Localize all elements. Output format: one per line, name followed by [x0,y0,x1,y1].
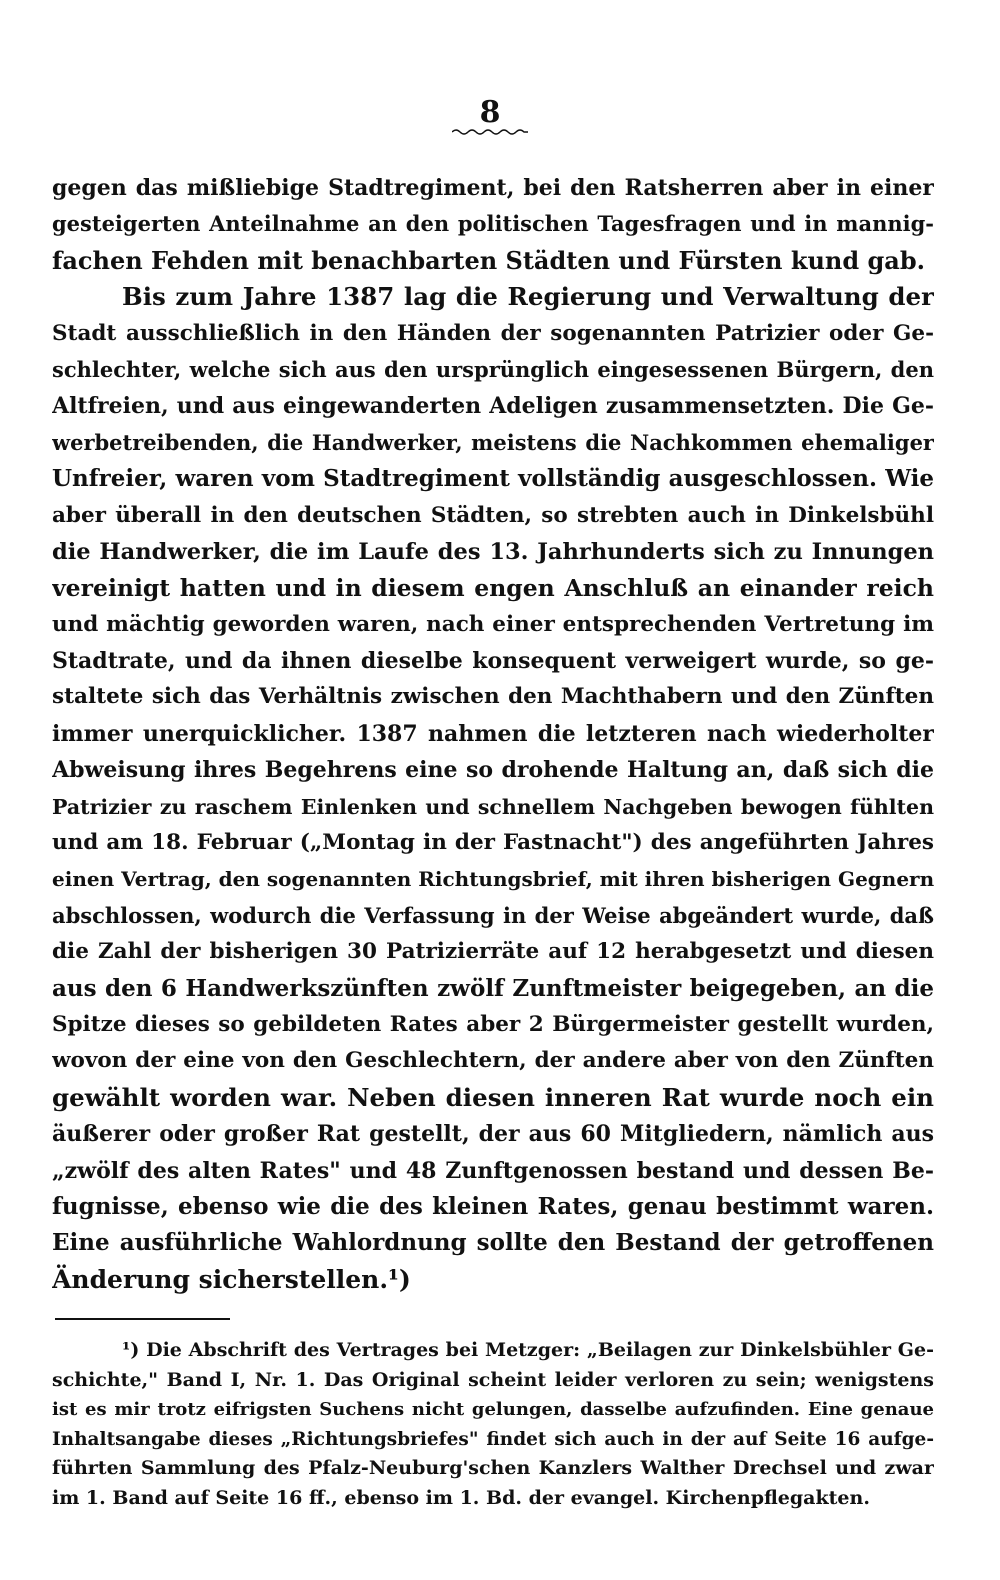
text-line: Abweisung ihres Begehrens eine so drohende Haltung an, daß sich die [52,757,934,784]
footnote-line: ¹) Die Abschrift des Vertrages bei Metzger: „Beilagen zur Dinkelsbühler Ge- [122,1339,934,1361]
text-line: vereinigt hatten und in diesem engen Anschluß an einander reich [52,574,934,603]
text-line: staltete sich das Verhältnis zwischen den Machthabern und den Zünften [52,684,934,710]
footnote-line: führten Sammlung des Pfalz-Neuburg'schen Kanzlers Walther Drechsel und zwar [52,1457,934,1479]
footnote-line: ist es mir trotz eifrigsten Suchens nicht gelungen, dasselbe aufzufinden. Eine genaue [52,1399,934,1420]
text-line: abschlossen, wodurch die Verfassung in der Weise abgeändert wurde, daß [52,902,934,928]
text-line: Bis zum Jahre 1387 lag die Regierung und Verwaltung der [122,282,934,312]
footnote-line: schichte," Band I, Nr. 1. Das Original scheint leider verloren zu sein; wenigstens [52,1368,934,1391]
text-line: Stadtrate, und da ihnen dieselbe konsequent verweigert wurde, so ge- [52,648,934,675]
text-line: immer unerquicklicher. 1387 nahmen die letzteren nach wiederholter [52,720,934,747]
text-line: und mächtig geworden waren, nach einer entsprechenden Vertretung im [52,611,934,637]
text-line: schlechter, welche sich aus den ursprünglich eingesessenen Bürgern, den [52,356,934,382]
page-number-ornament [452,128,528,136]
text-line: Spitze dieses so gebildeten Rates aber 2 Bürgermeister gestellt wurden, [52,1011,934,1037]
footnote-line: im 1. Band auf Seite 16 ff., ebenso im 1. Bd. der evangel. Kirchenpflegakten. [52,1486,870,1509]
text-line: Altfreien, und aus eingewanderten Adeligen zusammensetzten. Die Ge- [52,393,934,420]
text-line: aus den 6 Handwerkszünften zwölf Zunftmeister beigegeben, an die [52,974,934,1002]
text-line: „zwölf des alten Rates" und 48 Zunftgenossen bestand und dessen Be- [52,1157,934,1184]
text-line: Eine ausführliche Wahlordnung sollte den Bestand der getroffenen [52,1229,934,1257]
text-line: gegen das mißliebige Stadtregiment, bei den Ratsherren aber in einer [52,175,934,201]
text-line: fachen Fehden mit benachbarten Städten und Fürsten kund gab. [52,245,925,275]
text-line: äußerer oder großer Rat gestellt, der aus 60 Mitgliedern, nämlich aus [52,1121,934,1148]
text-line: und am 18. Februar („Montag in der Fastnacht") des angeführten Jahres [52,830,934,856]
text-line: Stadt ausschließlich in den Händen der sogenannten Patrizier oder Ge- [52,320,934,346]
text-line: Änderung sicherstellen.¹) [52,1264,411,1294]
footnote-line: Inhaltsangabe dieses „Richtungsbriefes" findet sich auch in der auf Seite 16 aufge- [52,1428,934,1450]
text-line: die Handwerker, die im Laufe des 13. Jahrhunderts sich zu Innungen [52,538,934,565]
footnote-divider [55,1318,230,1320]
text-line: die Zahl der bisherigen 30 Patrizierräte auf 12 herabgesetzt und diesen [52,939,934,965]
text-line: werbetreibenden, die Handwerker, meistens die Nachkommen ehemaliger [52,429,934,455]
text-line: fugnisse, ebenso wie die des kleinen Rates, genau bestimmt waren. [52,1192,934,1220]
text-line: gesteigerten Anteilnahme an den politischen Tagesfragen und in mannig- [52,211,934,237]
text-line: einen Vertrag, den sogenannten Richtungsbrief, mit ihren bisherigen Gegnern [52,867,934,892]
body-text [52,170,934,1298]
footnotes [52,1336,934,1513]
text-line: Unfreier, waren vom Stadtregiment vollständig ausgeschlossen. Wie [52,465,934,493]
text-line: Patrizier zu raschem Einlenken und schnellem Nachgeben bewogen fühlten [52,794,934,819]
page-number: 8 [479,95,501,130]
text-line: wovon der eine von den Geschlechtern, der andere aber von den Zünften [52,1048,934,1074]
text-line: gewählt worden war. Neben diesen inneren Rat wurde noch ein [52,1082,934,1112]
text-line: aber überall in den deutschen Städten, so strebten auch in Dinkelsbühl [52,502,934,528]
